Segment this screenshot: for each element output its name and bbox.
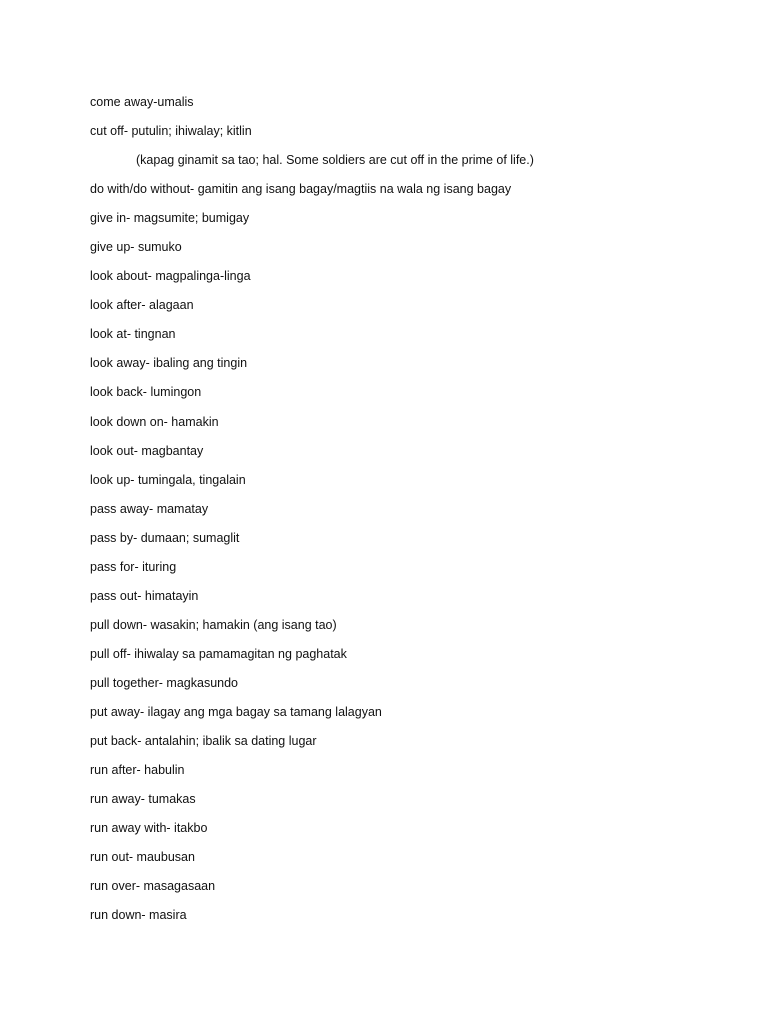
entry-line: look back- lumingon xyxy=(90,385,202,400)
entry-line: give in- magsumite; bumigay xyxy=(90,211,250,226)
entry-line: pull off- ihiwalay sa pamamagitan ng paghatak xyxy=(90,646,347,661)
entry-line: look after- alagaan xyxy=(90,298,194,313)
entry-line: give up- sumuko xyxy=(90,240,182,255)
entry-line: look up- tumingala, tingalain xyxy=(90,472,246,487)
entry-line: run over- masagasaan xyxy=(90,879,216,894)
entry-line: pull down- wasakin; hamakin (ang isang tao) xyxy=(90,617,337,632)
entry-line: come away-umalis xyxy=(90,95,194,109)
entry-line: look out- magbantay xyxy=(90,443,204,458)
entry-line: pass for- ituring xyxy=(90,559,177,574)
entry-line: look at- tingnan xyxy=(90,327,176,342)
entry-line: look down on- hamakin xyxy=(90,414,219,429)
entry-line: run away- tumakas xyxy=(90,792,196,807)
entry-line: run out- maubusan xyxy=(90,850,195,865)
entry-line: do with/do without- gamitin ang isang bagay/magtiis na wala ng isang bagay xyxy=(90,182,512,197)
entry-line: put back- antalahin; ibalik sa dating lugar xyxy=(90,734,317,749)
entry-line: put away- ilagay ang mga bagay sa tamang lalagyan xyxy=(90,704,382,719)
entry-line: run down- masira xyxy=(90,908,187,923)
entry-line: look away- ibaling ang tingin xyxy=(90,356,248,371)
entry-line: pass by- dumaan; sumaglit xyxy=(90,530,240,545)
entry-line: run after- habulin xyxy=(90,763,185,778)
entry-line: pull together- magkasundo xyxy=(90,675,239,690)
entry-line: run away with- itakbo xyxy=(90,821,208,836)
entry-note: (kapag ginamit sa tao; hal. Some soldiers are cut off in the prime of life.) xyxy=(136,153,534,168)
entry-line: pass out- himatayin xyxy=(90,588,199,603)
entry-line: cut off- putulin; ihiwalay; kitlin xyxy=(90,124,252,139)
phrasal-verb-list xyxy=(90,93,534,935)
entry-line: look about- magpalinga-linga xyxy=(90,269,251,284)
entry-line: pass away- mamatay xyxy=(90,501,209,516)
